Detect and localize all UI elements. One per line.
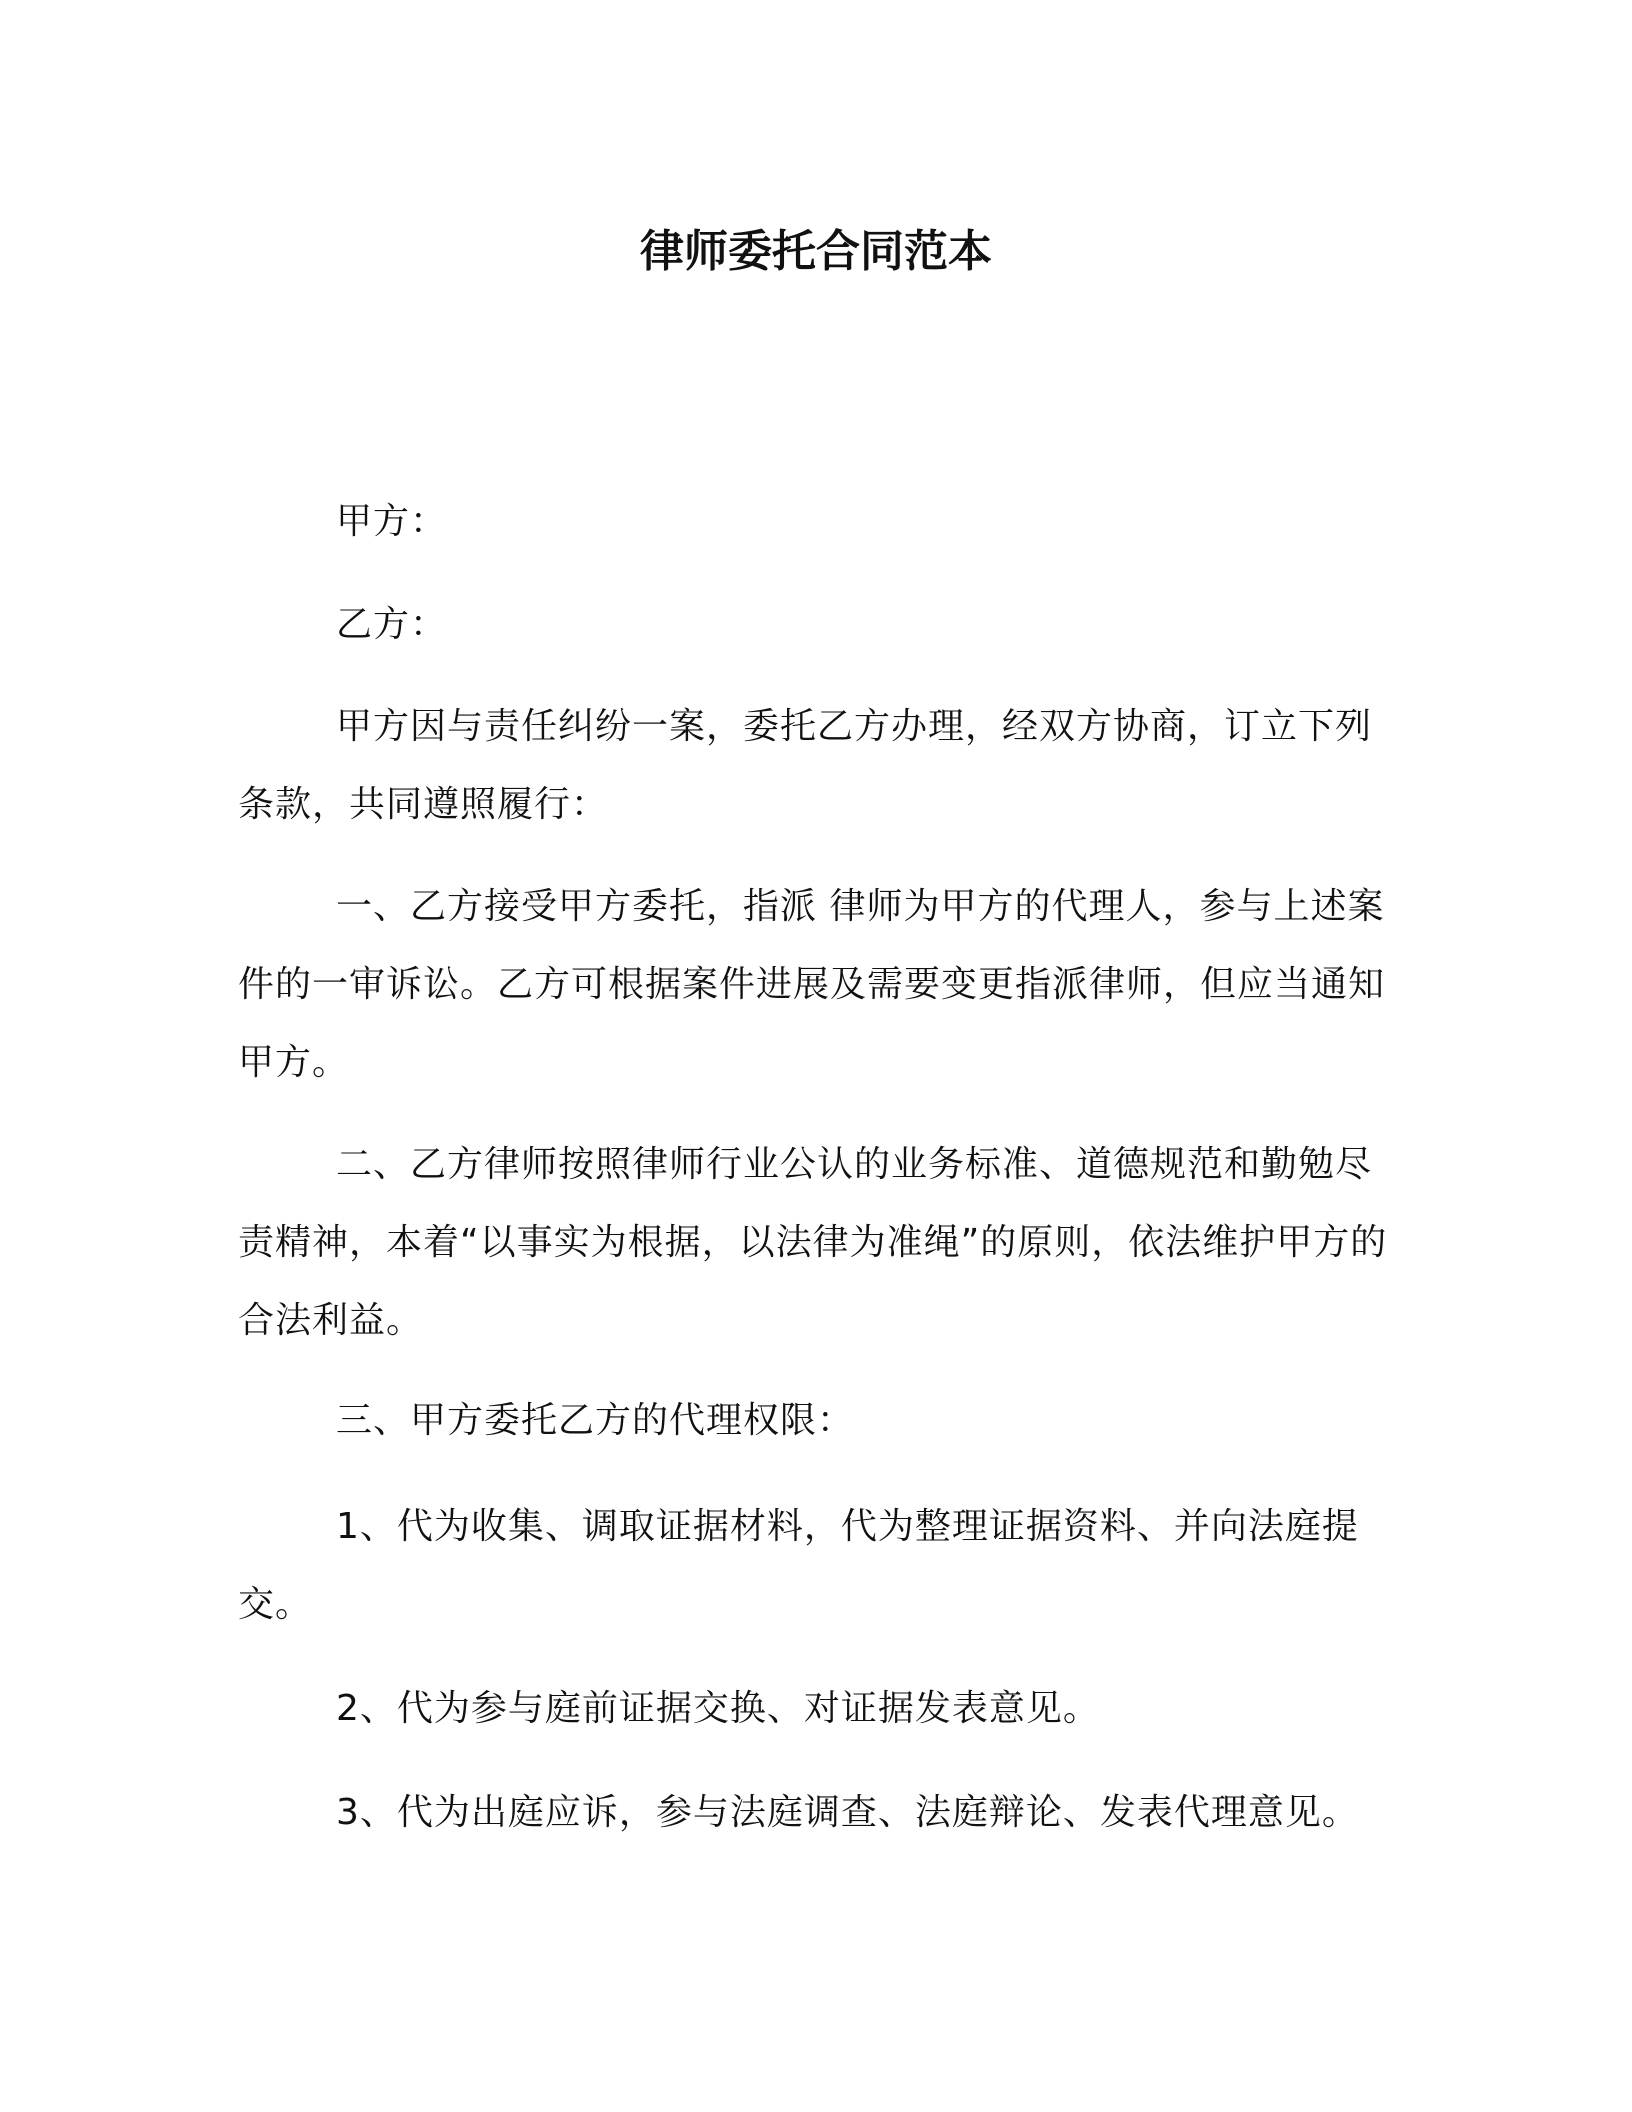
- clause-one: [238, 868, 1398, 1102]
- clause-three: [238, 1382, 1398, 1460]
- document-title: 律师委托合同范本: [640, 226, 992, 277]
- intro-paragraph: [238, 688, 1398, 844]
- item-three: [238, 1774, 1398, 1852]
- paragraph-clause-2: 二、乙方律师按照律师行业公认的业务标准、道德规范和勤勉尽责精神，本着“以事实为根据，以法律为准绳”的原则，依法维护甲方的合法利益。: [238, 1144, 1388, 1341]
- paragraph-clause-3: 三、甲方委托乙方的代理权限：: [336, 1400, 855, 1441]
- clause-two: [238, 1126, 1398, 1360]
- paragraph-intro: 甲方因与责任纠纷一案，委托乙方办理，经双方协商，订立下列条款，共同遵照履行：: [238, 706, 1373, 825]
- party-a-label: 甲方：: [336, 501, 448, 542]
- item-one: [238, 1488, 1398, 1644]
- paragraph-item-3: 3、代为出庭应诉，参与法庭调查、法庭辩论、发表代理意见。: [336, 1792, 1359, 1833]
- item-two: [238, 1670, 1398, 1748]
- paragraph-item-1: 1、代为收集、调取证据材料，代为整理证据资料、并向法庭提交。: [238, 1506, 1359, 1625]
- party-b-label: 乙方：: [336, 604, 448, 645]
- paragraph-item-2: 2、代为参与庭前证据交换、对证据发表意见。: [336, 1688, 1100, 1729]
- paragraph-clause-1: 一、乙方接受甲方委托，指派 律师为甲方的代理人，参与上述案件的一审诉讼。乙方可根据案件进展及需要变更指派律师，但应当通知甲方。: [238, 886, 1386, 1083]
